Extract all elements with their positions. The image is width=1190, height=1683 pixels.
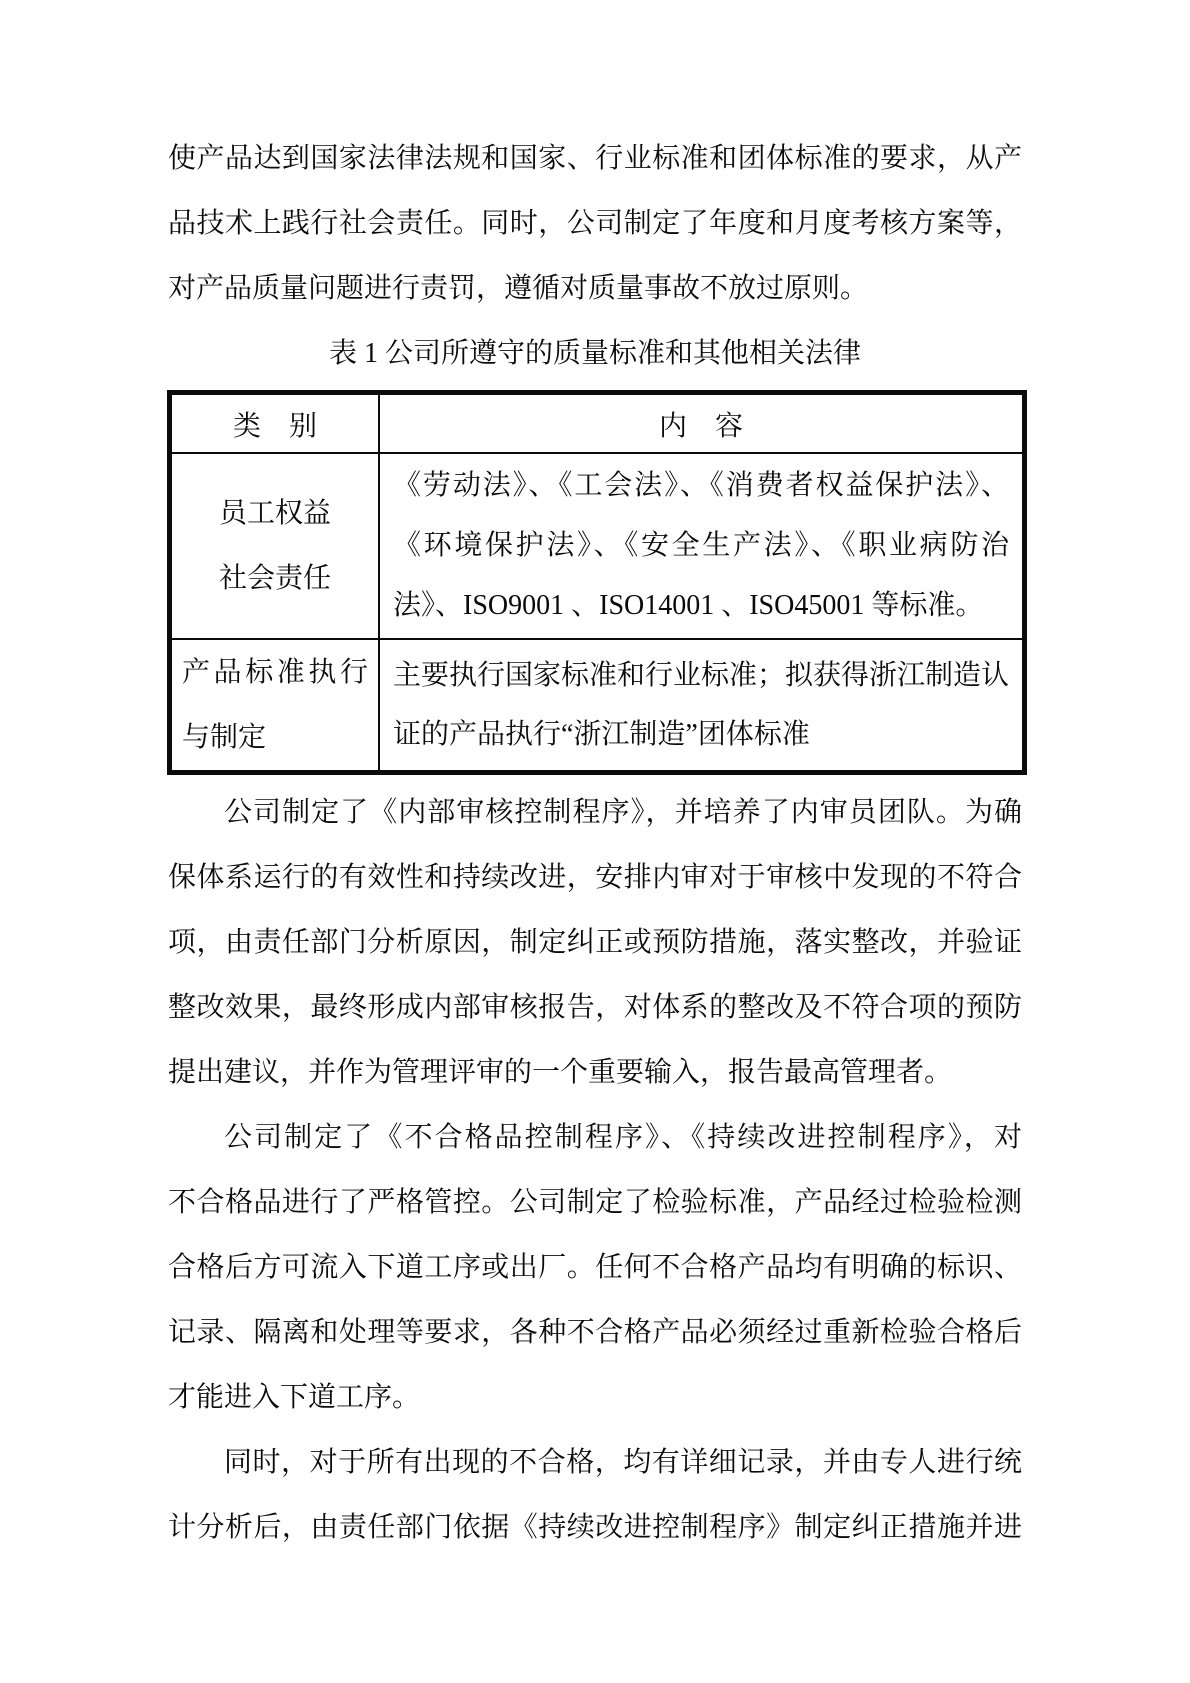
paragraph-statistics xyxy=(168,1430,1022,1560)
category-line: 员工权益 xyxy=(218,498,331,529)
text-line: 记录、隔离和处理等要求，各种不合格产品必须经过重新检验合格后 xyxy=(168,1317,1022,1348)
category-cell xyxy=(170,639,379,772)
text-line: 保体系运行的有效性和持续改进，安排内审对于审核中发现的不符合 xyxy=(168,862,1022,893)
text-line: 计分析后，由责任部门依据《持续改进控制程序》制定纠正措施并进 xyxy=(168,1512,1022,1543)
content-line: 《环境保护法》、《安全生产法》、《职业病防治 xyxy=(393,530,1009,561)
intro-paragraph xyxy=(168,126,1022,321)
text-line: 公司制定了《内部审核控制程序》，并培养了内审员团队。为确 xyxy=(224,797,1022,828)
text-line: 提出建议，并作为管理评审的一个重要输入，报告最高管理者。 xyxy=(168,1057,953,1088)
content-cell xyxy=(379,453,1024,639)
text-line: 整改效果，最终形成内部审核报告，对体系的整改及不符合项的预防 xyxy=(168,992,1022,1023)
table-row xyxy=(170,639,1024,772)
paragraph-internal-audit xyxy=(168,780,1022,1105)
text-line: 合格后方可流入下道工序或出厂。任何不合格产品均有明确的标识、 xyxy=(168,1252,1022,1283)
text-line: 品技术上践行社会责任。同时，公司制定了年度和月度考核方案等， xyxy=(168,208,1022,239)
table-header-row xyxy=(170,393,1024,453)
table-header-content: 内 容 xyxy=(379,393,1024,453)
table-caption: 表 1 公司所遵守的质量标准和其他相关法律 xyxy=(328,338,861,369)
text-line: 公司制定了《不合格品控制程序》、《持续改进控制程序》，对 xyxy=(224,1122,1022,1153)
content-line: 证的产品执行“浙江制造”团体标准 xyxy=(393,719,810,750)
text-line: 才能进入下道工序。 xyxy=(168,1382,421,1413)
content-line: 法》、ISO9001 、ISO14001 、ISO45001 等标准。 xyxy=(393,590,984,621)
paragraph-nonconforming-control xyxy=(168,1105,1022,1430)
text-line: 同时，对于所有出现的不合格，均有详细记录，并由专人进行统 xyxy=(224,1447,1022,1478)
text-line: 使产品达到国家法律法规和国家、行业标准和团体标准的要求，从产 xyxy=(168,143,1022,174)
category-line: 与制定 xyxy=(182,722,267,753)
table-header-category: 类 别 xyxy=(170,393,379,453)
category-line: 产品标准执行 xyxy=(182,657,368,688)
text-line: 对产品质量问题进行责罚，遵循对质量事故不放过原则。 xyxy=(168,273,869,304)
content-cell xyxy=(379,639,1024,772)
category-cell xyxy=(170,453,379,639)
text-line: 项，由责任部门分析原因，制定纠正或预防措施，落实整改，并验证 xyxy=(168,927,1022,958)
category-line: 社会责任 xyxy=(218,563,331,594)
text-line: 不合格品进行了严格管控。公司制定了检验标准，产品经过检验检测 xyxy=(168,1187,1022,1218)
standards-table xyxy=(168,391,1026,774)
content-line: 主要执行国家标准和行业标准；拟获得浙江制造认 xyxy=(393,660,1010,691)
content-line: 《劳动法》、《工会法》、《消费者权益保护法》、 xyxy=(393,470,1009,501)
table-row xyxy=(170,453,1024,639)
page-content xyxy=(168,0,1022,1560)
